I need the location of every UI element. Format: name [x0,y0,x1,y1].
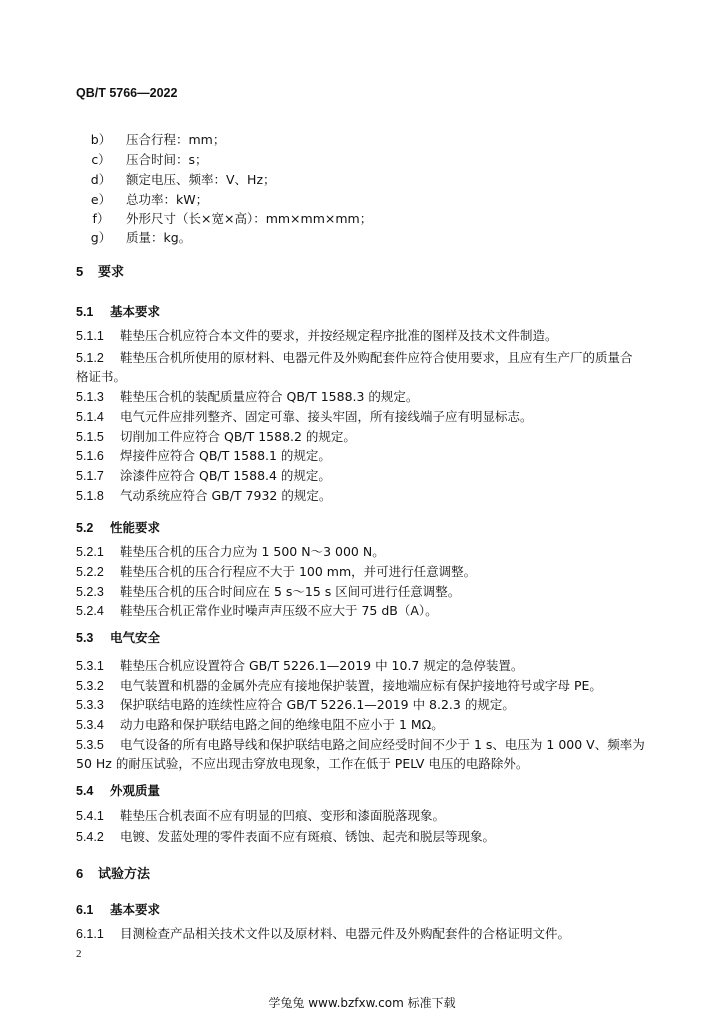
clause-5-1-1 [76,328,558,344]
clause-text: 鞋垫压合机的压合行程应不大于 100 mm，并可进行任意调整。 [120,564,477,579]
clause-number: 5.2.3 [76,585,104,599]
list-marker: d） [90,172,112,187]
list-marker: e） [90,192,112,207]
section-number: 5.4 [76,784,94,798]
clause-number: 5.1.1 [76,329,104,343]
section-number: 5.3 [76,631,94,645]
clause-number: 6.1.1 [76,927,104,941]
clause-6-1-1 [76,926,570,942]
clause-number: 5.3.4 [76,718,104,732]
clause-number: 5.1.7 [76,469,104,483]
section-title: 试验方法 [98,867,151,882]
clause-5-3-5 [76,737,645,753]
list-marker: f） [92,211,110,226]
clause-5-3-4 [76,717,444,733]
clause-text: 鞋垫压合机正常作业时噪声声压级不应大于 75 dB（A）。 [120,603,438,618]
list-text: 质量：kg。 [126,230,192,245]
list-item-b [76,132,225,148]
clause-number: 5.1.4 [76,410,104,424]
clause-number: 5.2.4 [76,604,104,618]
section-title: 外观质量 [110,783,161,798]
clause-number: 5.1.5 [76,430,104,444]
section-heading-5-3 [76,630,160,646]
list-text: 压合行程：mm； [126,132,226,147]
list-marker: b） [90,132,112,147]
list-text: 额定电压、频率：V、Hz； [126,172,276,187]
clause-text: 焊接件应符合 QB/T 1588.1 的规定。 [120,448,331,463]
clause-text: 鞋垫压合机的压合力应为 1 500 N～3 000 N。 [120,544,385,559]
clause-number: 5.2.1 [76,545,104,559]
list-item-f [76,211,372,227]
section-heading-5-2 [76,520,160,536]
list-text: 外形尺寸（长×宽×高）：mm×mm×mm； [126,211,373,226]
clause-number: 5.3.3 [76,698,104,712]
clause-text: 电气装置和机器的金属外壳应有接地保护装置，接地端应标有保护接地符号或字母 PE。 [120,678,602,693]
clause-5-2-3 [76,584,460,600]
clause-5-1-2-continued: 格证书。 [76,369,127,384]
section-number: 6 [76,866,84,881]
section-heading-5-1 [76,304,160,320]
section-title: 要求 [98,265,125,280]
clause-text: 电气设备的所有电路导线和保护联结电路之间应经受时间不少于 1 s、电压为 1 000 V、频率为 [120,737,645,752]
list-item-g [76,230,191,246]
clause-number: 5.4.1 [76,809,104,823]
clause-number: 5.1.2 [76,351,104,365]
clause-number: 5.1.6 [76,449,104,463]
clause-text: 电镀、发蓝处理的零件表面不应有斑痕、锈蚀、起壳和脱层等现象。 [120,829,496,844]
clause-text: 气动系统应符合 GB/T 7932 的规定。 [120,488,332,503]
clause-text: 鞋垫压合机应设置符合 GB/T 5226.1—2019 中 10.7 规定的急停装置。 [120,658,524,673]
clause-text: 鞋垫压合机的装配质量应符合 QB/T 1588.3 的规定。 [120,389,419,404]
clause-number: 5.2.2 [76,565,104,579]
clause-number: 5.1.3 [76,390,104,404]
clause-5-2-2 [76,564,476,580]
clause-text: 鞋垫压合机应符合本文件的要求，并按经规定程序批准的图样及技术文件制造。 [120,328,558,343]
section-title: 基本要求 [110,902,161,917]
clause-number: 5.3.5 [76,738,104,752]
clause-5-1-3 [76,389,418,405]
section-number: 5.1 [76,305,94,319]
clause-5-4-2 [76,829,495,845]
section-heading-6-1 [76,902,160,918]
clause-5-2-4 [76,603,438,619]
clause-5-2-1 [76,544,385,560]
document-code-header: QB/T 5766—2022 [76,86,178,100]
clause-text: 电气元件应排列整齐、固定可靠、接头牢固，所有接线端子应有明显标志。 [120,409,533,424]
clause-text: 涂漆件应符合 QB/T 1588.4 的规定。 [120,468,331,483]
section-heading-5 [76,264,124,281]
list-item-c [76,152,208,168]
clause-5-3-1 [76,658,523,674]
clause-5-1-4 [76,409,533,425]
clause-number: 5.3.1 [76,659,104,673]
clause-5-1-8 [76,488,331,504]
section-heading-6 [76,866,150,883]
clause-text: 保护联结电路的连续性应符合 GB/T 5226.1—2019 中 8.2.3 的规定。 [120,697,515,712]
list-item-e [76,192,208,208]
clause-number: 5.3.2 [76,679,104,693]
clause-text: 动力电路和保护联结电路之间的绝缘电阻不应小于 1 MΩ。 [120,717,444,732]
clause-5-4-1 [76,808,445,824]
clause-text: 鞋垫压合机所使用的原材料、电器元件及外购配套件应符合使用要求，且应有生产厂的质量合 [120,350,633,365]
clause-text: 鞋垫压合机表面不应有明显的凹痕、变形和漆面脱落现象。 [120,808,446,823]
clause-5-3-5-continued: 50 Hz 的耐压试验，不应出现击穿放电现象，工作在低于 PELV 电压的电路除外。 [76,756,529,771]
clause-5-3-3 [76,697,515,713]
clause-5-1-2 [76,350,633,366]
section-number: 5.2 [76,521,94,535]
list-marker: c） [91,152,111,167]
clause-number: 5.4.2 [76,830,104,844]
section-number: 6.1 [76,903,94,917]
clause-text: 鞋垫压合机的压合时间应在 5 s～15 s 区间可进行任意调整。 [120,584,461,599]
section-number: 5 [76,264,84,279]
section-title: 性能要求 [110,520,161,535]
watermark-footer: 学兔兔 www.bzfxw.com 标准下载 [268,996,456,1010]
list-text: 压合时间：s； [126,152,208,167]
clause-5-1-6 [76,448,331,464]
clause-5-3-2 [76,678,602,694]
clause-text: 目测检查产品相关技术文件以及原材料、电器元件及外购配套件的合格证明文件。 [120,926,571,941]
page-number: 2 [76,948,82,960]
list-marker: g） [90,230,112,245]
list-item-d [76,172,276,188]
clause-5-1-7 [76,468,331,484]
clause-5-1-5 [76,429,356,445]
section-heading-5-4 [76,783,160,799]
clause-number: 5.1.8 [76,489,104,503]
clause-text: 切削加工件应符合 QB/T 1588.2 的规定。 [120,429,356,444]
section-title: 电气安全 [110,630,161,645]
list-text: 总功率：kW； [126,192,209,207]
section-title: 基本要求 [110,304,161,319]
